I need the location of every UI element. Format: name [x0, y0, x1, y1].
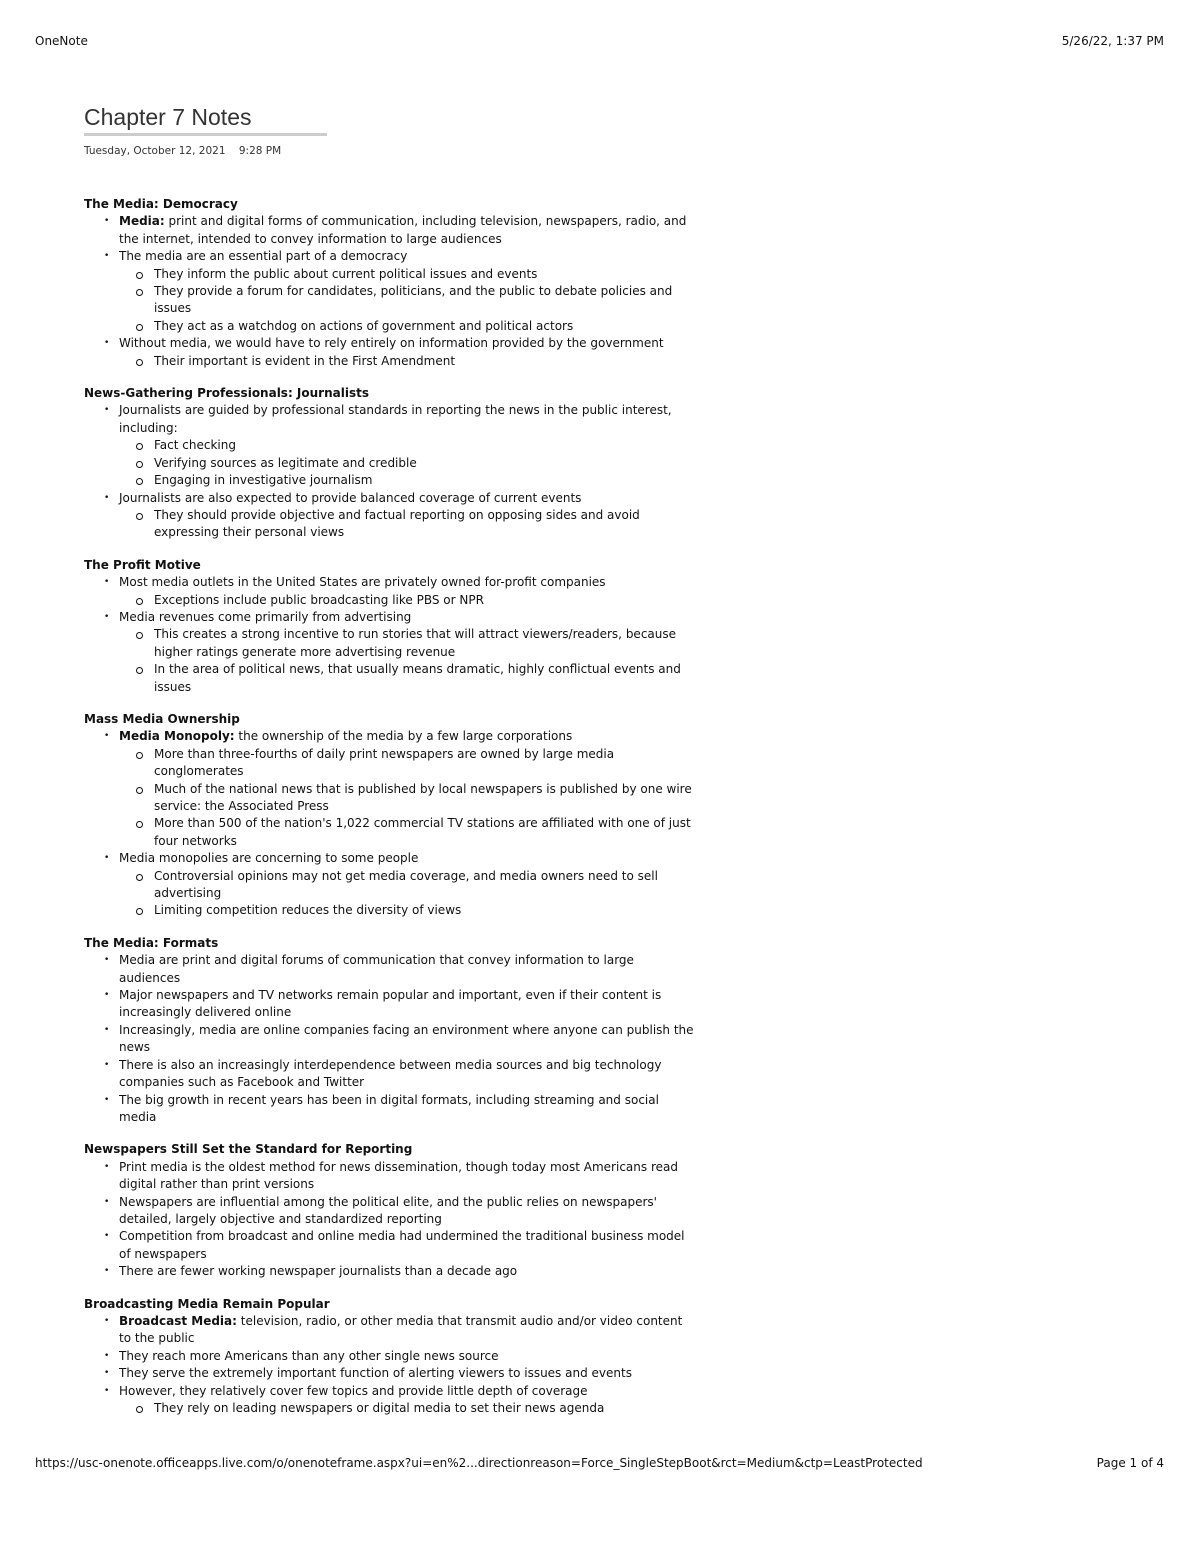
bullet-list: [84, 1159, 694, 1281]
item-text: print and digital forms of communication, including television, newspapers, radio, and the internet, intended to convey information to large audiences: [119, 214, 687, 246]
list-item: [84, 987, 694, 1022]
bullet-list: [84, 952, 694, 1126]
item-text: the ownership of the media by a few large corporations: [234, 729, 573, 744]
item-text: They should provide objective and factual reporting on opposing sides and avoid expressing their personal views: [154, 507, 640, 540]
item-text: Media monopolies are concerning to some people: [119, 851, 419, 866]
list-item: [84, 248, 694, 265]
list-item: [84, 1348, 694, 1365]
list-item: [84, 1057, 694, 1092]
item-text: Fact checking: [154, 438, 236, 453]
section-heading: Mass Media Ownership: [84, 711, 240, 726]
item-text: More than 500 of the nation's 1,022 commercial TV stations are affiliated with one of just four networks: [154, 816, 691, 848]
item-text: Without media, we would have to rely entirely on information provided by the government: [119, 336, 664, 351]
list-item: [84, 746, 694, 781]
item-text: However, they relatively cover few topics and provide little depth of coverage: [119, 1383, 588, 1398]
item-text: They rely on leading newspapers or digital media to set their news agenda: [154, 1401, 605, 1415]
list-item: [84, 318, 694, 335]
item-text: Limiting competition reduces the diversity of views: [154, 903, 462, 918]
section-heading: Newspapers Still Set the Standard for Reporting: [84, 1142, 413, 1157]
item-text: Controversial opinions may not get media coverage, and media owners need to sell advertising: [154, 868, 658, 901]
bullet-list: [84, 1313, 694, 1417]
list-item: [84, 1159, 694, 1194]
list-item: [84, 335, 694, 352]
app-name: OneNote: [35, 34, 88, 48]
item-text: Verifying sources as legitimate and credible: [154, 455, 417, 470]
item-text: More than three-fourths of daily print newspapers are owned by large media conglomerates: [154, 746, 615, 779]
list-item: [84, 850, 694, 867]
list-item: [84, 437, 694, 454]
bullet-list: [84, 728, 694, 919]
list-item: [84, 1400, 694, 1417]
term: Media:: [119, 214, 165, 229]
page-title: Chapter 7 Notes: [84, 104, 327, 136]
list-item: [84, 213, 694, 248]
item-text: Much of the national news that is published by local newspapers is published by one wire service: the Associated Press: [154, 781, 692, 813]
note-section: [84, 385, 694, 542]
list-item: [84, 283, 694, 318]
list-item: [84, 728, 694, 745]
section-heading: The Media: Democracy: [84, 197, 238, 211]
list-item: [84, 472, 694, 489]
list-item: [84, 1092, 694, 1127]
list-item: [84, 1263, 694, 1280]
list-item: [84, 626, 694, 661]
section-heading: The Media: Formats: [84, 935, 219, 950]
section-heading: Broadcasting Media Remain Popular: [84, 1296, 330, 1311]
list-item: [84, 609, 694, 626]
page-url: https://usc-onenote.officeapps.live.com/o/onenoteframe.aspx?ui=en%2...directionreason=Force_SingleStepBoot&rct=Medium&ctp=LeastProtected: [35, 1456, 923, 1470]
bullet-list: [84, 574, 694, 696]
item-text: They serve the extremely important function of alerting viewers to issues and events: [119, 1366, 632, 1381]
item-text: They reach more Americans than any other single news source: [119, 1348, 499, 1363]
list-item: [84, 1022, 694, 1057]
item-text: This creates a strong incentive to run stories that will attract viewers/readers, because higher ratings generate more advertising revenue: [154, 627, 677, 659]
item-text: Journalists are guided by professional standards in reporting the news in the public interest, including:: [119, 403, 672, 435]
item-text: Major newspapers and TV networks remain popular and important, even if their content is increasingly delivered online: [119, 988, 662, 1020]
note-section: [84, 196, 694, 370]
list-item: [84, 402, 694, 437]
list-item: [84, 952, 694, 987]
list-item: [84, 592, 694, 609]
item-text: They inform the public about current political issues and events: [154, 266, 538, 281]
list-item: [84, 490, 694, 507]
item-text: Print media is the oldest method for news dissemination, though today most Americans read digital rather than print versions: [119, 1159, 678, 1192]
list-item: [84, 781, 694, 816]
item-text: Media revenues come primarily from advertising: [119, 609, 412, 624]
item-text: The media are an essential part of a democracy: [119, 249, 408, 264]
item-text: Exceptions include public broadcasting like PBS or NPR: [154, 592, 484, 607]
item-text: There are fewer working newspaper journalists than a decade ago: [119, 1264, 518, 1279]
list-item: [84, 1313, 694, 1348]
term: Broadcast Media:: [119, 1313, 237, 1328]
item-text: television, radio, or other media that transmit audio and/or video content to the public: [119, 1313, 683, 1346]
item-text: They provide a forum for candidates, politicians, and the public to debate policies and issues: [154, 284, 673, 316]
item-text: Journalists are also expected to provide balanced coverage of current events: [119, 490, 582, 505]
item-text: Newspapers are influential among the political elite, and the public relies on newspapers' detailed, largely objective and standardized reporting: [119, 1194, 657, 1226]
list-item: [84, 661, 694, 696]
item-text: Media are print and digital forums of communication that convey information to large audiences: [119, 953, 634, 985]
item-text: Engaging in investigative journalism: [154, 473, 373, 488]
bullet-list: [84, 213, 694, 370]
term: Media Monopoly:: [119, 729, 235, 744]
list-item: [84, 1228, 694, 1263]
item-text: The big growth in recent years has been in digital formats, including streaming and social media: [119, 1092, 659, 1124]
item-text: Their important is evident in the First Amendment: [154, 353, 456, 368]
item-text: Increasingly, media are online companies facing an environment where anyone can publish the news: [119, 1022, 694, 1055]
list-item: [84, 507, 694, 542]
page-created-date: Tuesday, October 12, 2021 9:28 PM: [84, 145, 282, 157]
note-section: [84, 557, 694, 696]
page-number: Page 1 of 4: [1096, 1456, 1164, 1470]
item-text: There is also an increasingly interdependence between media sources and big technology companies such as Facebook and Twitter: [119, 1057, 662, 1090]
list-item: [84, 815, 694, 850]
list-item: [84, 902, 694, 919]
section-heading: News-Gathering Professionals: Journalists: [84, 386, 369, 401]
print-timestamp: 5/26/22, 1:37 PM: [1061, 34, 1164, 48]
item-text: Most media outlets in the United States are privately owned for-profit companies: [119, 575, 606, 590]
note-section: [84, 935, 694, 1126]
note-section: [84, 1141, 694, 1280]
section-heading: The Profit Motive: [84, 557, 201, 572]
list-item: [84, 1383, 694, 1400]
note-section: [84, 711, 694, 920]
item-text: They act as a watchdog on actions of government and political actors: [154, 318, 574, 333]
list-item: [84, 1194, 694, 1229]
list-item: [84, 353, 694, 370]
item-text: In the area of political news, that usually means dramatic, highly conflictual events and issues: [154, 662, 681, 694]
note-section: [84, 1296, 694, 1418]
list-item: [84, 868, 694, 903]
list-item: [84, 455, 694, 472]
bullet-list: [84, 402, 694, 541]
list-item: [84, 266, 694, 283]
list-item: [84, 574, 694, 591]
note-content: [84, 196, 694, 1417]
list-item: [84, 1365, 694, 1382]
item-text: Competition from broadcast and online media had undermined the traditional business model of newspapers: [119, 1229, 685, 1261]
